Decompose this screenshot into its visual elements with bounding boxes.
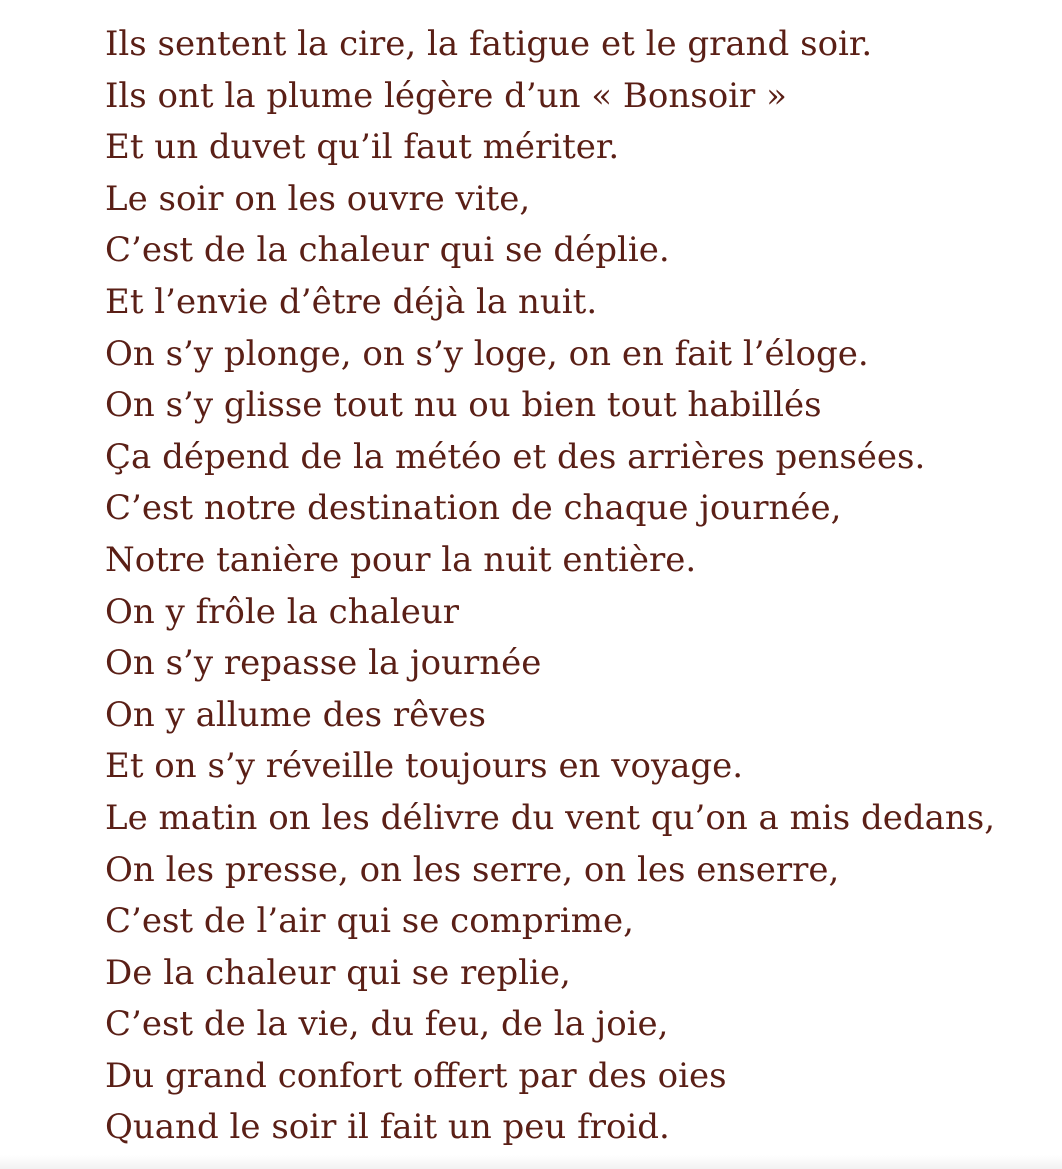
- poem-line-5: C’est de la chaleur qui se déplie.: [105, 230, 670, 271]
- poem-line-12: On y frôle la chaleur: [105, 591, 460, 632]
- poem-line-17: On les presse, on les serre, on les enserre,: [105, 849, 840, 890]
- poem-line-11: Notre tanière pour la nuit entière.: [105, 539, 697, 580]
- poem-line-2: Ils ont la plume légère d’un « Bonsoir »: [105, 75, 787, 116]
- poem-line-1: Ils sentent la cire, la fatigue et le grand soir.: [105, 24, 873, 64]
- poem-line-10: C’est notre destination de chaque journée,: [105, 488, 842, 529]
- poem-line-13: On s’y repasse la journée: [105, 643, 542, 684]
- poem-line-15: Et on s’y réveille toujours en voyage.: [105, 746, 744, 787]
- poem-line-18: C’est de l’air qui se comprime,: [105, 901, 634, 942]
- poem-line-22: Quand le soir il fait un peu froid.: [105, 1107, 670, 1148]
- poem-line-8: On s’y glisse tout nu ou bien tout habillés: [105, 385, 822, 426]
- poem-line-19: De la chaleur qui se replie,: [105, 952, 571, 993]
- poem-text: [105, 19, 995, 1154]
- poem-line-9: Ça dépend de la météo et des arrières pensées.: [105, 436, 926, 477]
- bottom-edge-shadow: [0, 1155, 1062, 1169]
- poem-line-21: Du grand confort offert par des oies: [105, 1055, 727, 1096]
- poem-line-6: Et l’envie d’être déjà la nuit.: [105, 281, 598, 322]
- poem-line-7: On s’y plonge, on s’y loge, on en fait l’éloge.: [105, 333, 869, 374]
- poem-line-3: Et un duvet qu’il faut mériter.: [105, 127, 620, 168]
- poem-line-20: C’est de la vie, du feu, de la joie,: [105, 1004, 669, 1045]
- poem-line-4: Le soir on les ouvre vite,: [105, 178, 531, 219]
- poem-line-14: On y allume des rêves: [105, 694, 486, 735]
- poem-line-16: Le matin on les délivre du vent qu’on a mis dedans,: [105, 797, 996, 838]
